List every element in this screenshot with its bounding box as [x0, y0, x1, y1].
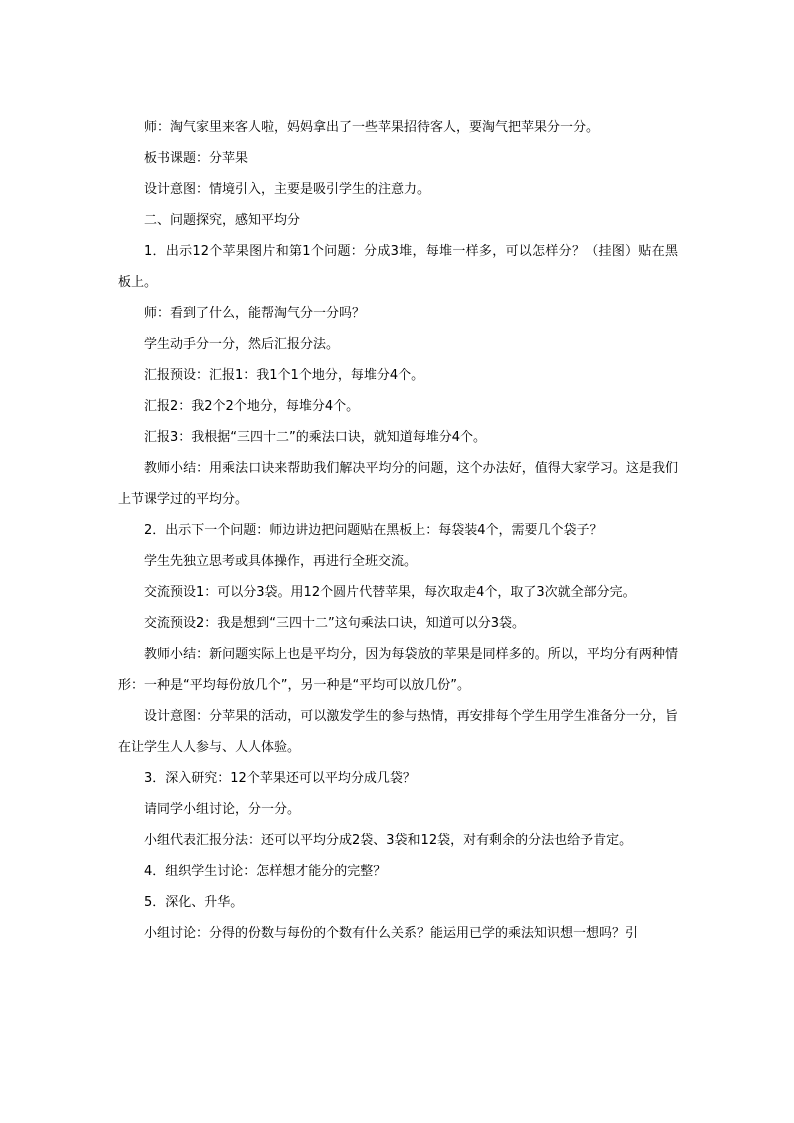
paragraph: 4．组织学生讨论：怎样想才能分的完整？ — [144, 864, 387, 879]
paragraph: 1．出示12个苹果图片和第1个问题：分成3堆，每堆一样多，可以怎样分？（挂图）贴在黑板上。 — [118, 244, 678, 290]
section-heading: 二、问题探究，感知平均分 — [144, 213, 301, 228]
paragraph: 3．深入研究：12个苹果还可以平均分成几袋？ — [144, 771, 416, 786]
paragraph: 交流预设2：我是想到“三四十二”这句乘法口诀，知道可以分3袋。 — [144, 616, 526, 631]
paragraph: 交流预设1：可以分3袋。用12个圆片代替苹果，每次取走4个，取了3次就全部分完。 — [144, 585, 636, 600]
paragraph: 学生动手分一分，然后汇报分法。 — [144, 337, 340, 352]
paragraph: 教师小结：新问题实际上也是平均分，因为每袋放的苹果是同样多的。所以，平均分有两种情形：一种是“平均每份放几个”，另一种是“平均可以放几份”。 — [118, 647, 678, 693]
paragraph: 小组代表汇报分法：还可以平均分成2袋、3袋和12袋，对有剩余的分法也给予肯定。 — [144, 833, 633, 848]
document-body — [118, 112, 678, 949]
paragraph: 教师小结：用乘法口诀来帮助我们解决平均分的问题，这个办法好，值得大家学习。这是我们上节课学过的平均分。 — [118, 461, 678, 507]
paragraph: 汇报预设：汇报1：我1个1个地分，每堆分4个。 — [144, 368, 425, 383]
paragraph: 设计意图：情境引入，主要是吸引学生的注意力。 — [144, 182, 431, 197]
paragraph: 5．深化、升华。 — [144, 895, 244, 910]
paragraph: 师：淘气家里来客人啦，妈妈拿出了一些苹果招待客人，要淘气把苹果分一分。 — [144, 120, 600, 135]
paragraph: 汇报3：我根据“三四十二”的乘法口诀，就知道每堆分4个。 — [144, 430, 487, 445]
paragraph: 设计意图：分苹果的活动，可以激发学生的参与热情，再安排每个学生用学生准备分一分，旨在让学生人人参与、人人体验。 — [118, 709, 678, 755]
paragraph: 板书课题：分苹果 — [144, 151, 249, 166]
paragraph: 2．出示下一个问题：师边讲边把问题贴在黑板上：每袋装4个，需要几个袋子？ — [144, 523, 603, 538]
paragraph: 汇报2：我2个2个地分，每堆分4个。 — [144, 399, 360, 414]
paragraph: 师：看到了什么，能帮淘气分一分吗？ — [144, 306, 366, 321]
paragraph: 学生先独立思考或具体操作，再进行全班交流。 — [144, 554, 418, 569]
paragraph: 小组讨论：分得的份数与每份的个数有什么关系？能运用已学的乘法知识想一想吗？引 — [144, 926, 639, 941]
paragraph: 请同学小组讨论，分一分。 — [144, 802, 301, 817]
